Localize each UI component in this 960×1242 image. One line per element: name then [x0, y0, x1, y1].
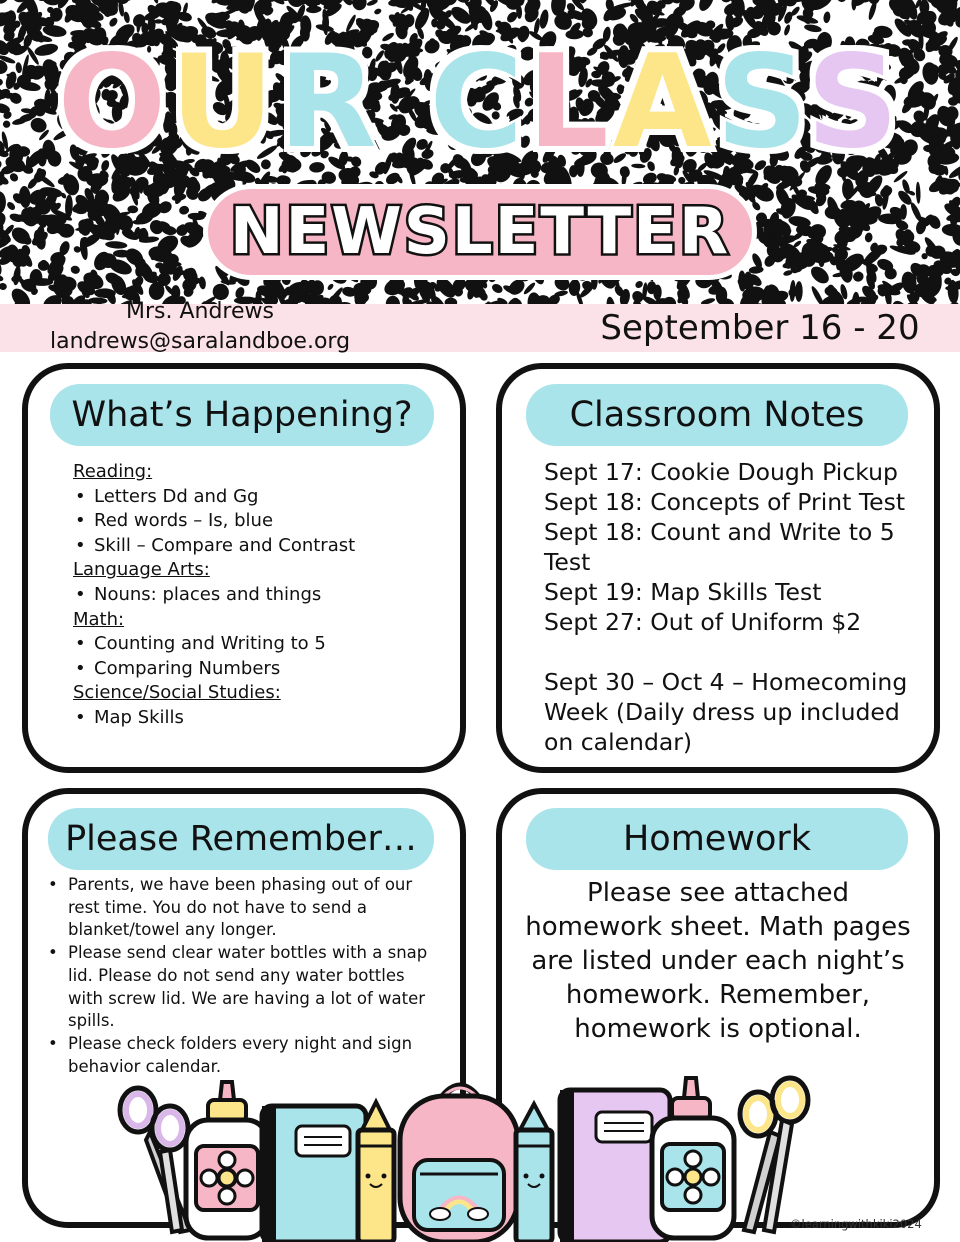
reminder-item: • Please send clear water bottles with a snap lid. Please do not send any water bottles with screw lid. We are having a lot of water spills. [46, 942, 431, 1033]
newsletter-title [0, 28, 960, 178]
newsletter-subtitle: NEWSLETTER [229, 195, 731, 269]
title-letter: U [170, 28, 279, 177]
list-item: • Nouns: places and things [73, 583, 453, 608]
classroom-notes-list [544, 457, 929, 757]
note-line: Sept 27: Out of Uniform $2 [544, 608, 862, 636]
note-line [544, 637, 929, 667]
title-letter: S [715, 28, 807, 177]
list-item: • Counting and Writing to 5 [73, 632, 453, 657]
list-item: • Red words – Is, blue [73, 509, 453, 534]
list-item: • Comparing Numbers [73, 657, 453, 682]
note-line: Sept 19: Map Skills Test [544, 578, 822, 606]
please-remember-title: Please Remember… [48, 808, 434, 870]
copyright: ©learningwithkiki2024 [790, 1217, 922, 1231]
subject-heading: Reading: [73, 461, 153, 482]
composition-notebook-aqua-icon [262, 1106, 366, 1242]
teacher-name: Mrs. Andrews [126, 299, 274, 324]
title-letter: O [57, 28, 171, 177]
classroom-notes-title: Classroom Notes [526, 384, 908, 446]
note-line: Sept 18: Concepts of Print Test [544, 488, 906, 516]
list-item: • Letters Dd and Gg [73, 485, 453, 510]
subject-heading: Language Arts: [73, 559, 210, 581]
note-line: Sept 17: Cookie Dough Pickup [544, 458, 898, 486]
homework-title: Homework [526, 808, 908, 870]
title-letter: L [527, 28, 613, 177]
list-item: • Skill – Compare and Contrast [73, 534, 453, 559]
title-letter: S [806, 28, 903, 177]
title-letter [381, 28, 430, 177]
subject-heading: Math: [73, 608, 125, 630]
crayon-yellow-icon [358, 1102, 394, 1242]
title-letter: C [429, 28, 528, 177]
note-line: Sept 30 – Oct 4 – Homecoming Week (Daily dress up included on calendar) [544, 668, 908, 756]
scissors-left-icon [120, 1088, 190, 1232]
please-remember-list [46, 874, 431, 1078]
reminder-item: • Please check folders every night and sign behavior calendar. [46, 1033, 431, 1078]
teacher-email: landrews@saralandboe.org [49, 329, 351, 354]
title-letter: A [612, 28, 716, 177]
subject-heading: Science/Social Studies: [73, 682, 281, 704]
scissors-right-icon [740, 1078, 808, 1232]
whats-happening-title: What’s Happening? [50, 384, 434, 446]
glue-bottle-left-icon [186, 1082, 268, 1238]
list-item: • Map Skills [73, 706, 453, 731]
crayon-aqua-icon [516, 1104, 552, 1242]
homework-text: Please see attached homework sheet. Math pages are listed under each night’s homework. Remember, homework is optional. [525, 878, 911, 1044]
newsletter-subtitle-pill [203, 184, 757, 280]
backpack-icon [400, 1086, 518, 1242]
week-range: September 16 - 20 [600, 308, 920, 348]
header-banner [0, 0, 960, 305]
reminder-item: • Parents, we have been phasing out of our rest time. You do not have to send a blanket/towel any longer. [46, 874, 431, 942]
note-line: Sept 18: Count and Write to 5 Test [544, 518, 895, 576]
whats-happening-list [73, 460, 453, 731]
title-letter: R [278, 28, 381, 177]
